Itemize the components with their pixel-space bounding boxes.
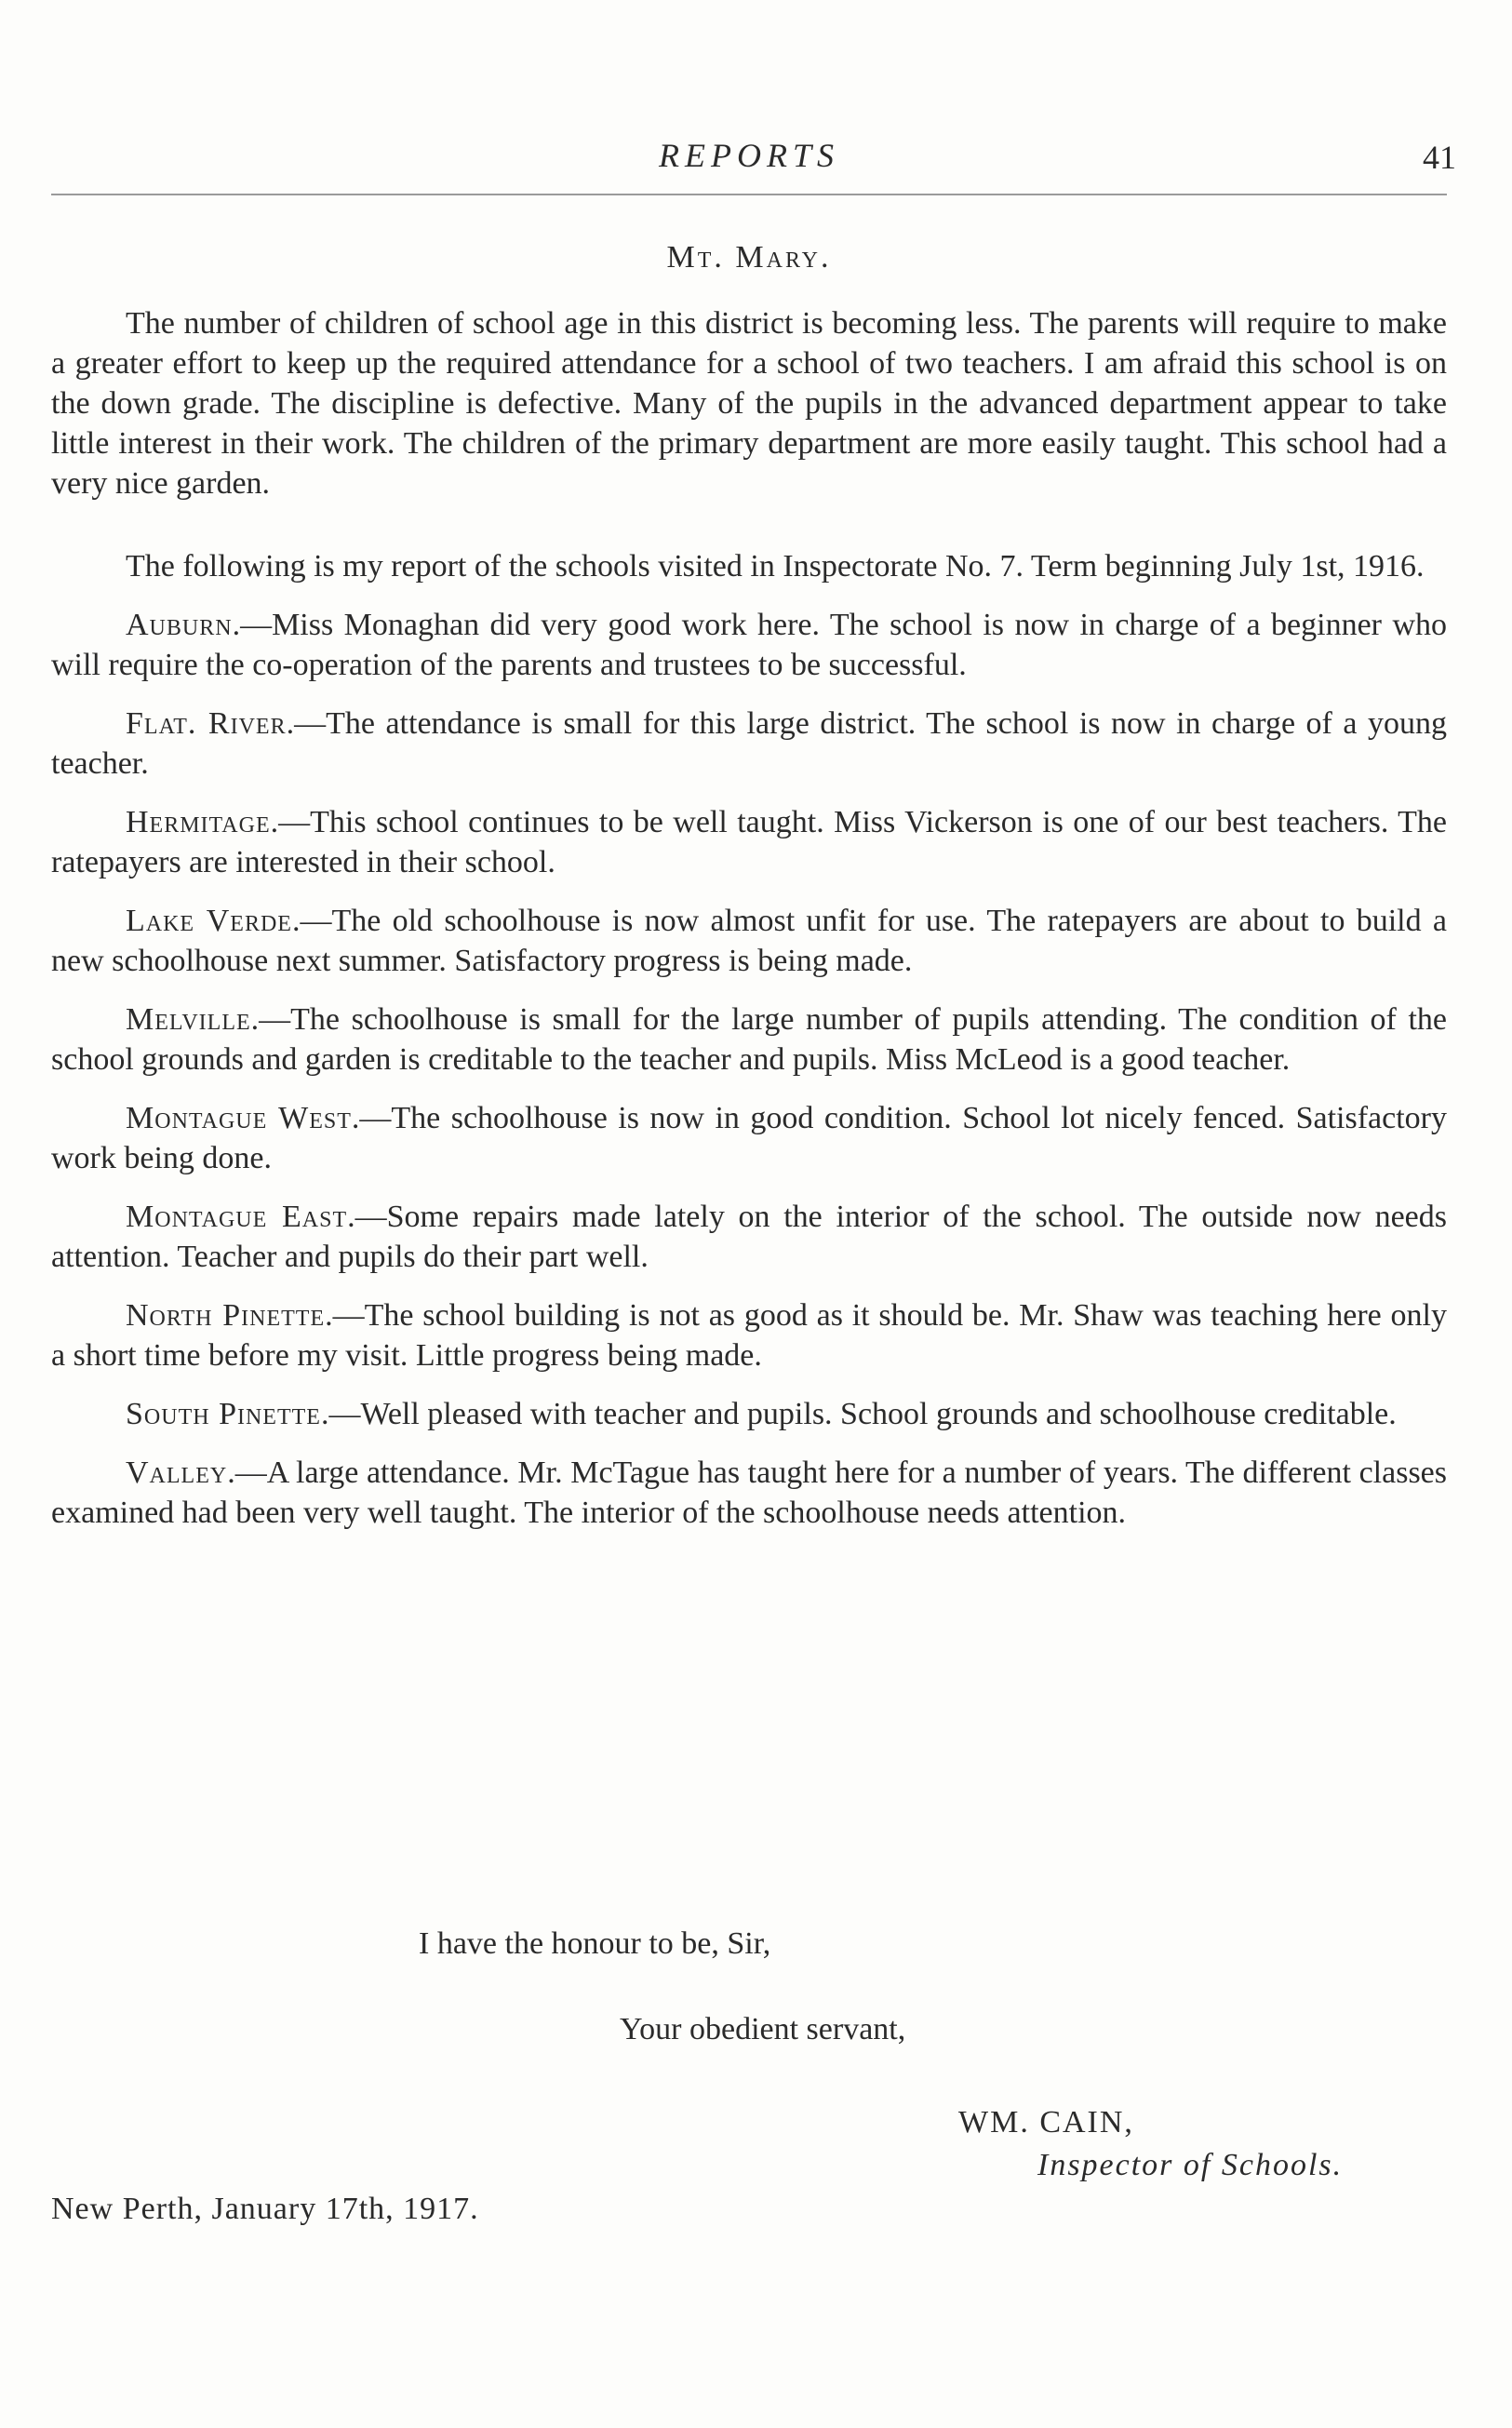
intro-paragraph: The following is my report of the schools visited in Inspectorate No. 7. Term beginning July 1st, 1916.: [126, 549, 1425, 584]
school-report: —The old schoolhouse is now almost unfit for use. The ratepayers are about to build a new schoolhouse next summer. Satisfactory progress is being made.: [51, 904, 1447, 978]
school-entry-montague-west: Montague West.—The schoolhouse is now in good condition. School lot nicely fenced. Satisfactory work being done.: [51, 1101, 1447, 1175]
school-entry-hermitage: Hermitage.—This school continues to be well taught. Miss Vickerson is one of our best teachers. The ratepayers are interested in their school.: [51, 805, 1447, 879]
school-report: —The schoolhouse is now in good condition. School lot nicely fenced. Satisfactory work being done.: [51, 1101, 1447, 1175]
school-report: —Some repairs made lately on the interior of the school. The outside now needs attention. Teacher and pupils do their part well.: [51, 1200, 1448, 1274]
school-entry-south-pinette: South Pinette.—Well pleased with teacher and pupils. School grounds and schoolhouse creditable.: [126, 1397, 1397, 1431]
dateline: New Perth, January 17th, 1917.: [51, 2192, 479, 2226]
page-header: [51, 128, 1456, 195]
school-entry-montague-east: Montague East.—Some repairs made lately on the interior of the school. The outside now needs attention. Teacher and pupils do their part well.: [51, 1200, 1448, 1274]
school-name: Montague East: [126, 1200, 348, 1234]
school-report: —Well pleased with teacher and pupils. School grounds and schoolhouse creditable.: [328, 1397, 1397, 1431]
school-report: —A large attendance. Mr. McTague has taught here for a number of years. The different classes examined had been very well taught. The interior of the schoolhouse needs attention.: [51, 1455, 1447, 1530]
signature-title: Inspector of Schools.: [1037, 2148, 1344, 2182]
school-report: —The school building is not as good as it should be. Mr. Shaw was teaching here only a short time before my visit. Little progress being made.: [51, 1298, 1447, 1373]
closing-salutation: I have the honour to be, Sir,: [419, 1926, 771, 1961]
report-body: [51, 237, 1447, 1551]
school-name: Hermitage: [126, 805, 271, 839]
school-report: —This school continues to be well taught. Miss Vickerson is one of our best teachers. The ratepayers are interested in their school.: [51, 805, 1447, 879]
school-entry-valley: Valley.—A large attendance. Mr. McTague has taught here for a number of years. The different classes examined had been very well taught. The interior of the schoolhouse needs attention.: [51, 1455, 1447, 1530]
signature-name: WM. CAIN,: [958, 2105, 1134, 2140]
running-head: REPORTS: [659, 137, 839, 174]
section-paragraph: The number of children of school age in this district is becoming less. The parents will require to make a greater effort to keep up the required attendance for a school of two teachers. I am afraid this school is on the down grade. The discipline is defective. Many of the pupils in the advanced department appear to take little interest in their work. The children of the primary department are more easily taught. This school had a very nice garden.: [51, 306, 1447, 501]
section-title: Mt. Mary.: [666, 240, 832, 275]
school-entry-auburn: Auburn.—Miss Monaghan did very good work here. The school is now in charge of a beginner who will require the co-operation of the parents and trustees to be successful.: [51, 608, 1447, 682]
school-name: Lake Verde: [126, 904, 292, 938]
school-report: —The attendance is small for this large district. The school is now in charge of a young teacher.: [51, 706, 1447, 781]
school-report: —Miss Monaghan did very good work here. The school is now in charge of a beginner who will require the co-operation of the parents and trustees to be successful.: [51, 608, 1447, 682]
school-report: —The schoolhouse is small for the large number of pupils attending. The condition of the school grounds and garden is creditable to the teacher and pupils. Miss McLeod is a good teacher.: [51, 1002, 1447, 1077]
school-name: Auburn: [126, 608, 233, 642]
school-name: South Pinette: [126, 1397, 321, 1431]
school-entry-melville: Melville.—The schoolhouse is small for the large number of pupils attending. The condition of the school grounds and garden is creditable to the teacher and pupils. Miss McLeod is a good teacher.: [51, 1002, 1447, 1077]
school-entry-lake-verde: Lake Verde.—The old schoolhouse is now almost unfit for use. The ratepayers are about to build a new schoolhouse next summer. Satisfactory progress is being made.: [51, 904, 1447, 978]
school-name: Melville: [126, 1002, 251, 1037]
school-name: Montague West: [126, 1101, 352, 1135]
school-name: North Pinette: [126, 1298, 326, 1333]
closing-valediction: Your obedient servant,: [620, 2012, 906, 2046]
school-entry-north-pinette: North Pinette.—The school building is not as good as it should be. Mr. Shaw was teaching here only a short time before my visit. Little progress being made.: [51, 1298, 1447, 1373]
page-number: 41: [1423, 139, 1456, 176]
school-name: Valley: [126, 1455, 228, 1490]
school-entry-flat-river: Flat. River.—The attendance is small for this large district. The school is now in charge of a young teacher.: [51, 706, 1447, 781]
school-name: Flat. River: [126, 706, 287, 741]
